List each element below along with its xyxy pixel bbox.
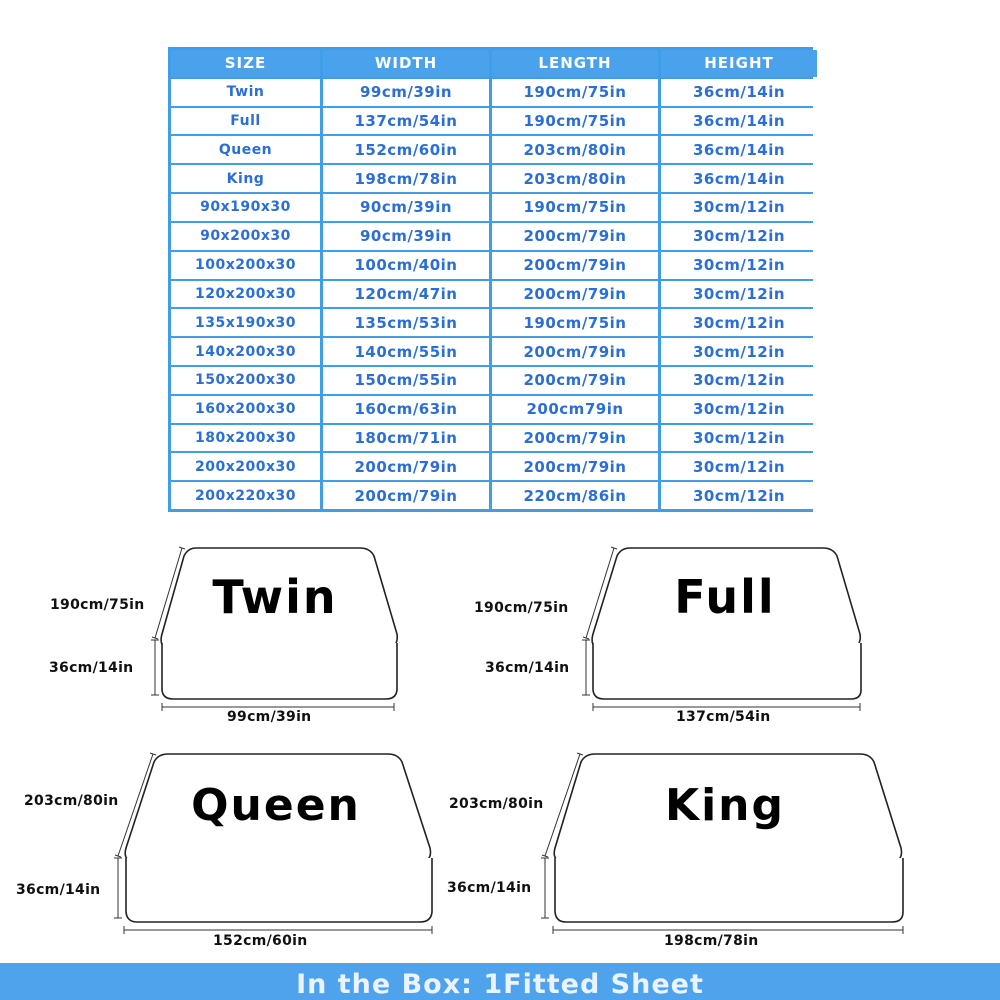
table-cell-size: Twin xyxy=(171,79,320,106)
table-cell-height: 30cm/12in xyxy=(661,223,817,250)
table-cell-size: 120x200x30 xyxy=(171,281,320,308)
table-cell-length: 200cm/79in xyxy=(492,453,658,480)
table-cell-height: 30cm/12in xyxy=(661,338,817,365)
table-cell-size: Full xyxy=(171,108,320,135)
table-cell-length: 220cm/86in xyxy=(492,482,658,509)
table-cell-size: 135x190x30 xyxy=(171,309,320,336)
twin-label: Twin xyxy=(212,570,338,624)
table-cell-height: 30cm/12in xyxy=(661,194,817,221)
table-cell-width: 200cm/79in xyxy=(323,453,489,480)
footer-text: In the Box: 1Fitted Sheet xyxy=(296,969,704,1000)
full-height-label: 36cm/14in xyxy=(485,660,570,676)
twin-length-label: 190cm/75in xyxy=(50,597,145,613)
table-cell-size: Queen xyxy=(171,136,320,163)
table-cell-width: 90cm/39in xyxy=(323,223,489,250)
king-length-label: 203cm/80in xyxy=(449,796,544,812)
table-cell-width: 180cm/71in xyxy=(323,425,489,452)
table-cell-length: 200cm/79in xyxy=(492,252,658,279)
table-cell-height: 30cm/12in xyxy=(661,281,817,308)
table-cell-size: 90x200x30 xyxy=(171,223,320,250)
table-cell-length: 190cm/75in xyxy=(492,79,658,106)
table-cell-length: 200cm/79in xyxy=(492,223,658,250)
table-cell-length: 200cm/79in xyxy=(492,281,658,308)
table-cell-height: 30cm/12in xyxy=(661,482,817,509)
full-label: Full xyxy=(674,570,776,624)
table-cell-width: 135cm/53in xyxy=(323,309,489,336)
table-cell-height: 30cm/12in xyxy=(661,425,817,452)
table-cell-height: 36cm/14in xyxy=(661,165,817,192)
king-label: King xyxy=(665,780,785,831)
table-cell-height: 36cm/14in xyxy=(661,79,817,106)
table-cell-size: 150x200x30 xyxy=(171,367,320,394)
table-cell-height: 36cm/14in xyxy=(661,108,817,135)
header-width: WIDTH xyxy=(323,50,489,77)
queen-height-label: 36cm/14in xyxy=(16,882,101,898)
header-length: LENGTH xyxy=(492,50,658,77)
queen-length-label: 203cm/80in xyxy=(24,793,119,809)
table-cell-length: 190cm/75in xyxy=(492,309,658,336)
table-cell-length: 200cm79in xyxy=(492,396,658,423)
table-cell-width: 137cm/54in xyxy=(323,108,489,135)
footer-banner xyxy=(0,963,1000,1000)
full-width-label: 137cm/54in xyxy=(676,709,771,725)
table-cell-length: 200cm/79in xyxy=(492,425,658,452)
table-cell-width: 150cm/55in xyxy=(323,367,489,394)
table-cell-size: 200x200x30 xyxy=(171,453,320,480)
table-cell-length: 190cm/75in xyxy=(492,194,658,221)
king-width-label: 198cm/78in xyxy=(664,933,759,949)
table-cell-size: 180x200x30 xyxy=(171,425,320,452)
table-cell-size: 140x200x30 xyxy=(171,338,320,365)
king-height-label: 36cm/14in xyxy=(447,880,532,896)
table-cell-size: 200x220x30 xyxy=(171,482,320,509)
table-cell-height: 36cm/14in xyxy=(661,136,817,163)
table-cell-length: 190cm/75in xyxy=(492,108,658,135)
table-cell-width: 140cm/55in xyxy=(323,338,489,365)
twin-width-label: 99cm/39in xyxy=(227,709,312,725)
table-cell-width: 200cm/79in xyxy=(323,482,489,509)
table-cell-size: 160x200x30 xyxy=(171,396,320,423)
table-cell-width: 120cm/47in xyxy=(323,281,489,308)
table-cell-size: 90x190x30 xyxy=(171,194,320,221)
table-cell-width: 90cm/39in xyxy=(323,194,489,221)
queen-width-label: 152cm/60in xyxy=(213,933,308,949)
queen-label: Queen xyxy=(191,780,361,831)
table-cell-length: 200cm/79in xyxy=(492,367,658,394)
header-height: HEIGHT xyxy=(661,50,817,77)
table-cell-width: 198cm/78in xyxy=(323,165,489,192)
table-cell-width: 152cm/60in xyxy=(323,136,489,163)
table-cell-length: 203cm/80in xyxy=(492,136,658,163)
full-length-label: 190cm/75in xyxy=(474,600,569,616)
table-cell-height: 30cm/12in xyxy=(661,396,817,423)
table-cell-height: 30cm/12in xyxy=(661,309,817,336)
header-size: SIZE xyxy=(171,50,320,77)
table-cell-height: 30cm/12in xyxy=(661,252,817,279)
table-cell-size: King xyxy=(171,165,320,192)
table-cell-size: 100x200x30 xyxy=(171,252,320,279)
table-cell-width: 100cm/40in xyxy=(323,252,489,279)
table-cell-width: 99cm/39in xyxy=(323,79,489,106)
twin-height-label: 36cm/14in xyxy=(49,660,134,676)
table-cell-length: 200cm/79in xyxy=(492,338,658,365)
table-cell-height: 30cm/12in xyxy=(661,453,817,480)
table-cell-width: 160cm/63in xyxy=(323,396,489,423)
table-cell-height: 30cm/12in xyxy=(661,367,817,394)
table-cell-length: 203cm/80in xyxy=(492,165,658,192)
